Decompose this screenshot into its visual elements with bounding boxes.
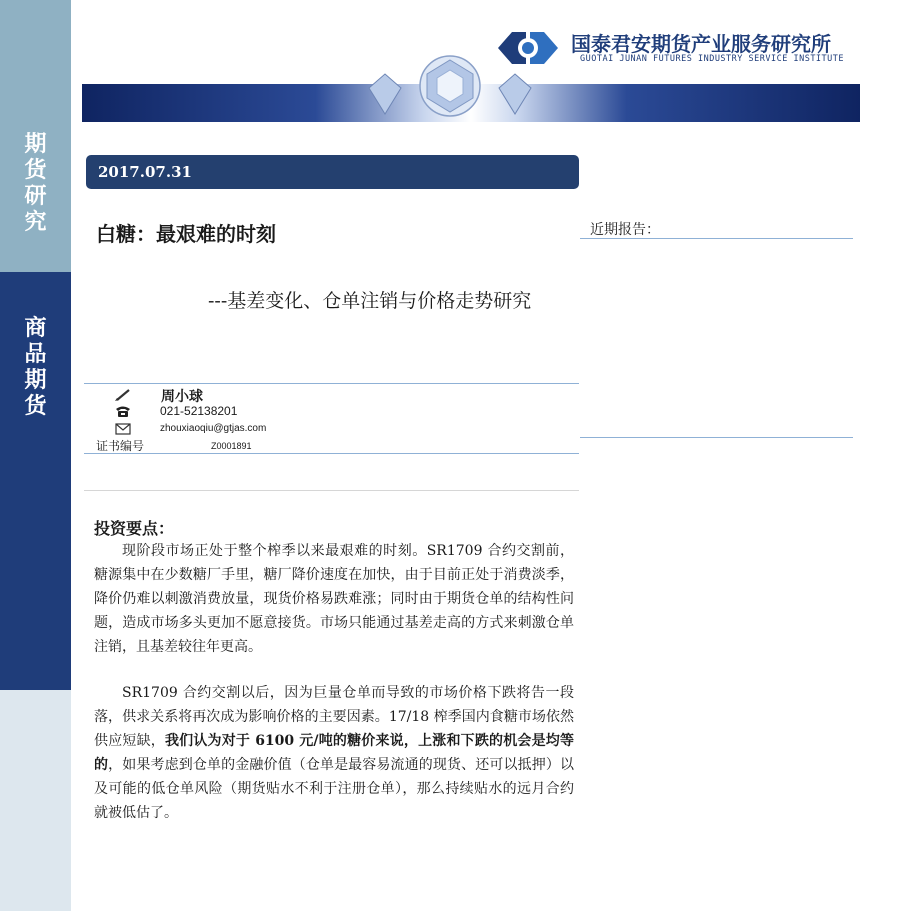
sidebar-char: 期 xyxy=(24,368,47,393)
divider xyxy=(84,490,579,491)
paragraph-emphasis: 我们认为对于 6100 元/吨的糖价来说，上涨和下跌的机会是均等的 xyxy=(94,733,575,773)
org-name-en: GUOTAI JUNAN FUTURES INDUSTRY SERVICE INSTITUTE xyxy=(580,54,845,64)
phone-icon xyxy=(114,404,132,418)
report-subtitle: ---基差变化、仓单注销与价格走势研究 xyxy=(208,290,532,312)
paragraph: 现阶段市场正处于整个榨季以来最艰难的时刻。SR1709 合约交割前，糖源集中在少数糖厂手里，糖厂降价速度在加快，由于目前正处于消费淡季，降价仍难以刺激消费放量，现货价格易跌难涨；同时由于期货仓单的结构性问题，造成市场多头更加不愿意接货。市场只能通过基差走高的方式来刺激仓单注销，且基差较往年更高。 xyxy=(94,543,574,655)
author-email: zhouxiaoqiu@gtjas.com xyxy=(160,423,267,434)
sidebar-char: 期 xyxy=(24,132,47,157)
sidebar-char: 货 xyxy=(24,394,47,419)
sidebar-label-commodity-futures xyxy=(0,316,71,420)
org-name-cn: 国泰君安期货产业服务研究所 xyxy=(571,32,831,56)
divider xyxy=(580,238,853,239)
paragraph-text: ，如果考虑到仓单的金融价值（仓单是最容易流通的现货、还可以抵押）以及可能的低仓单风险（期货贴水不利于注册仓单），那么持续贴水的远月合约就被低估了。 xyxy=(94,757,575,821)
divider xyxy=(580,437,853,438)
sidebar-label-futures-research xyxy=(0,132,71,236)
sidebar-bottom-panel xyxy=(0,690,71,911)
divider xyxy=(84,453,579,454)
author-name: 周小球 xyxy=(161,389,203,405)
paragraph-text: SR1709 合约交割以后，因为巨量仓单而导致的市场价格下跌将告一段落，供求关系将再次成为影响价格的主要因素。17/18 榨季国内食糖市场依然供应短缺， xyxy=(94,685,574,749)
sidebar-char: 货 xyxy=(24,158,47,183)
divider xyxy=(84,383,579,384)
logo-icon xyxy=(498,30,558,66)
sidebar-char: 研 xyxy=(24,184,47,209)
cert-number: Z0001891 xyxy=(211,441,252,451)
sidebar-char: 品 xyxy=(24,342,47,367)
report-date-bar: 2017.07.31 xyxy=(86,155,579,189)
section-heading: 投资要点： xyxy=(94,519,175,538)
sidebar-char: 商 xyxy=(24,316,47,341)
mail-icon xyxy=(114,422,132,436)
paragraph xyxy=(94,681,574,825)
report-title: 白糖：最艰难的时刻 xyxy=(96,222,276,246)
author-phone: 021-52138201 xyxy=(160,404,238,418)
recent-reports-label: 近期报告： xyxy=(590,222,660,238)
sidebar-char: 究 xyxy=(24,210,47,235)
cert-label: 证书编号 xyxy=(96,439,145,453)
pen-icon xyxy=(114,388,132,402)
